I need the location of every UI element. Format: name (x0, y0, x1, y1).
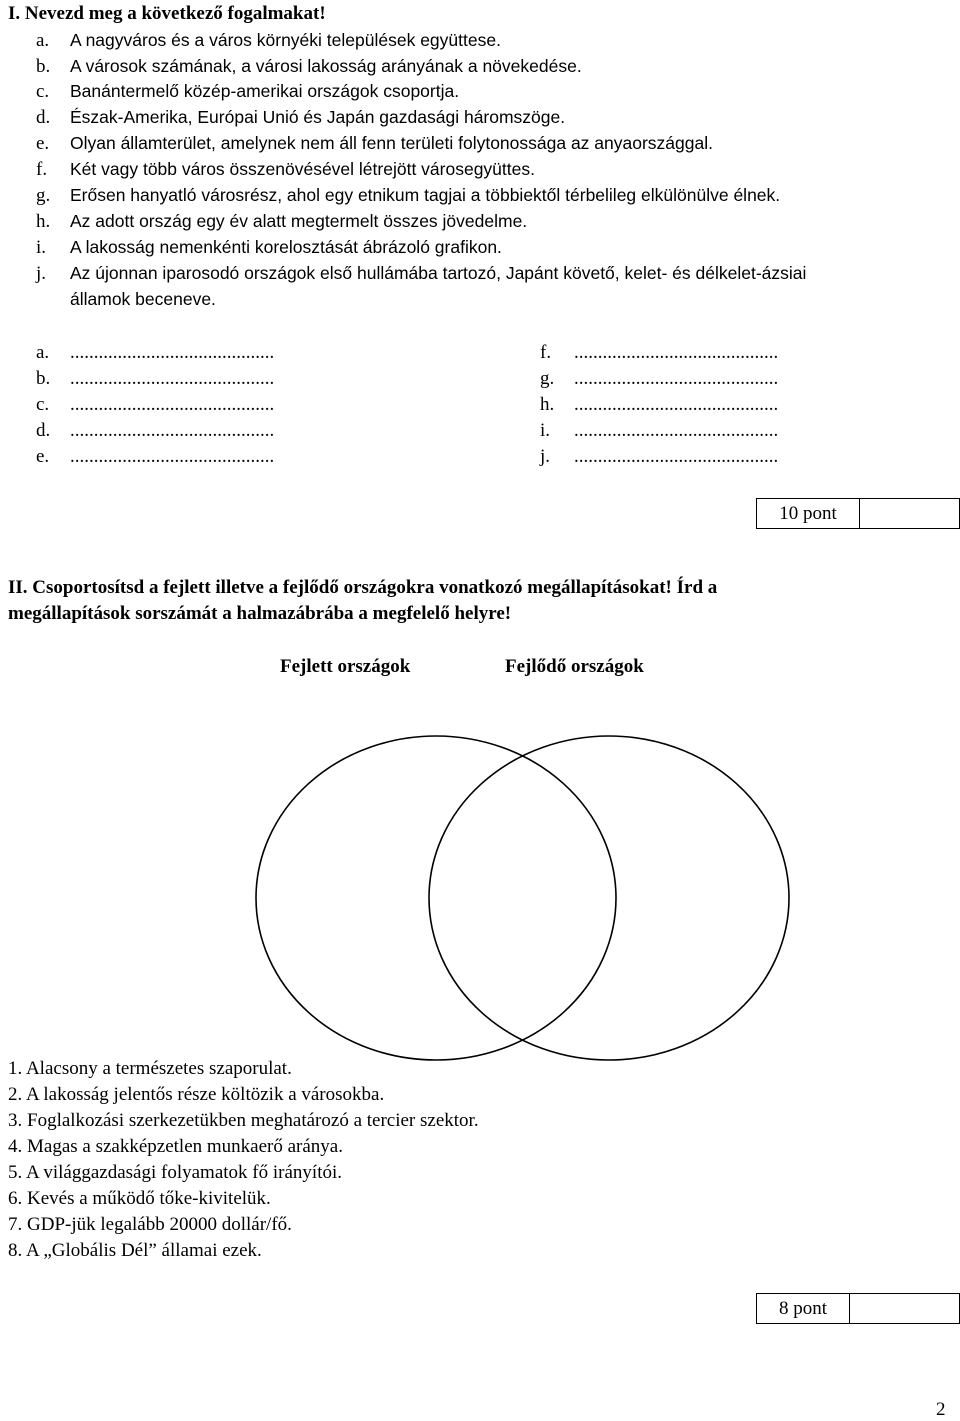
item-letter: g. (36, 185, 51, 206)
item-text: Banántermelő közép-amerikai országok csoportja. (70, 81, 460, 101)
answer-letter: j. (540, 446, 551, 467)
item-text: A városok számának, a városi lakosság arányának a növekedése. (70, 56, 582, 76)
statement-5: 5. A világgazdasági folyamatok fő irányítói. (8, 1162, 343, 1183)
answer-dots: ........................................... (70, 446, 275, 467)
item-letter: j. (36, 263, 47, 284)
answer-dots: ........................................... (574, 394, 779, 415)
item-text: Az újonnan iparosodó országok első hullámába tartozó, Japánt követő, kelet- és délkelet-ázsiai (70, 263, 807, 283)
item-text: A nagyváros és a város környéki települések együttese. (70, 30, 501, 50)
venn-circle-developing[interactable] (429, 736, 789, 1060)
item-letter: f. (36, 159, 48, 180)
item-text: Észak-Amerika, Európai Unió és Japán gazdasági háromszöge. (70, 107, 566, 127)
statement-8: 8. A „Globális Dél” államai ezek. (8, 1240, 262, 1261)
statement-1: 1. Alacsony a természetes szaporulat. (8, 1058, 292, 1079)
section2-heading-line2: megállapítások sorszámát a halmazábrába a megfelelő helyre! (8, 603, 512, 624)
statement-4: 4. Magas a szakképzetlen munkaerő aránya. (8, 1136, 343, 1157)
answer-dots: ........................................... (574, 446, 779, 467)
answer-dots: ........................................... (70, 394, 275, 415)
answer-letter: d. (36, 420, 51, 441)
answer-dots: ........................................... (574, 368, 779, 389)
venn-right-title: Fejlődő országok (505, 656, 644, 677)
page-number: 2 (936, 1399, 946, 1420)
venn-circle-developed[interactable] (256, 736, 616, 1060)
item-text: A lakosság nemenkénti korelosztását ábrázoló grafikon. (70, 237, 502, 257)
points-label: 10 pont (757, 499, 860, 528)
answer-letter: e. (36, 446, 50, 467)
answer-letter: g. (540, 368, 555, 389)
statement-7: 7. GDP-jük legalább 20000 dollár/fő. (8, 1214, 292, 1235)
statement-2: 2. A lakosság jelentős része költözik a városokba. (8, 1084, 385, 1105)
answer-dots: ........................................... (574, 420, 779, 441)
section2-heading-line1: II. Csoportosítsd a fejlett illetve a fejlődő országokra vonatkozó megállapításokat! Írd a (8, 577, 718, 598)
item-text: Erősen hanyatló városrész, ahol egy etnikum tagjai a többiektől térbelileg elkülönülve élnek. (70, 185, 781, 205)
answer-dots: ........................................... (574, 342, 779, 363)
item-letter: c. (36, 81, 50, 102)
section1-heading: I. Nevezd meg a következő fogalmakat! (8, 3, 326, 24)
answer-letter: h. (540, 394, 555, 415)
venn-left-title: Fejlett országok (280, 656, 411, 677)
answer-letter: f. (540, 342, 552, 363)
item-letter: i. (36, 237, 47, 258)
statement-6: 6. Kevés a működő tőke-kivitelük. (8, 1188, 271, 1209)
item-text: államok beceneve. (70, 289, 216, 309)
answer-letter: a. (36, 342, 50, 363)
statement-3: 3. Foglalkozási szerkezetükben meghatározó a tercier szektor. (8, 1110, 479, 1131)
answer-dots: ........................................... (70, 420, 275, 441)
item-text: Olyan államterület, amelynek nem áll fenn területi folytonossága az anyaországgal. (70, 133, 713, 153)
item-letter: b. (36, 56, 51, 77)
item-letter: d. (36, 107, 51, 128)
answer-dots: ........................................... (70, 342, 275, 363)
item-letter: e. (36, 133, 50, 154)
item-letter: h. (36, 211, 51, 232)
answer-dots: ........................................... (70, 368, 275, 389)
answer-letter: b. (36, 368, 51, 389)
points-box-section2 (756, 1293, 960, 1324)
answer-letter: i. (540, 420, 551, 441)
answer-letter: c. (36, 394, 50, 415)
score-field[interactable] (850, 1294, 959, 1323)
item-text: Az adott ország egy év alatt megtermelt összes jövedelme. (70, 211, 528, 231)
item-letter: a. (36, 30, 50, 51)
item-text: Két vagy több város összenövésével létrejött városegyüttes. (70, 159, 535, 179)
points-label: 8 pont (757, 1294, 850, 1323)
